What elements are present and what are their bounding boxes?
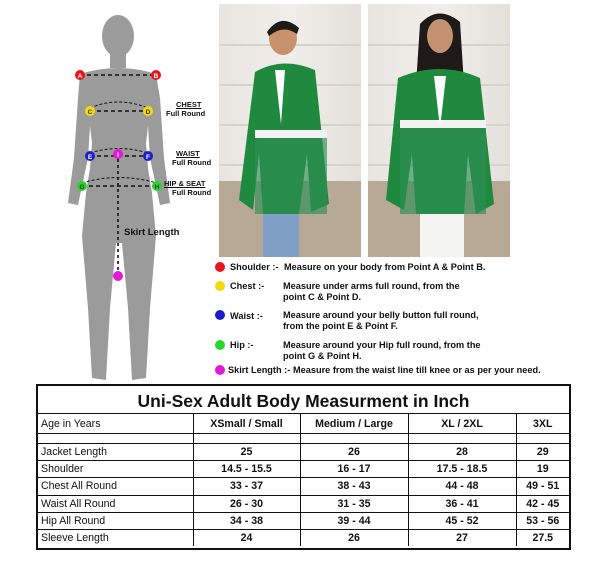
point-b-label: B: [153, 73, 159, 80]
chest-sub: Full Round: [166, 109, 206, 118]
cell: 26: [300, 529, 408, 546]
legend-label-hip: Hip :-: [230, 340, 254, 350]
cell: 19: [516, 461, 569, 478]
legend-text2-hip: point G & Point H.: [283, 351, 362, 361]
point-i-label: I: [117, 152, 119, 159]
waist-sub: Full Round: [172, 158, 212, 167]
point-f-label: F: [146, 154, 150, 161]
cell: 36 - 41: [408, 495, 516, 512]
row-label: Hip All Round: [38, 512, 193, 529]
size-chart-grid: [38, 414, 569, 546]
row-label: Sleeve Length: [38, 529, 193, 546]
cell: 42 - 45: [516, 495, 569, 512]
legend-dot-chest: [215, 281, 225, 291]
cell: 27.5: [516, 529, 569, 546]
point-h-label: H: [154, 184, 160, 191]
cell: 17.5 - 18.5: [408, 461, 516, 478]
row-label: Jacket Length: [38, 444, 193, 461]
cell: 14.5 - 15.5: [193, 461, 300, 478]
skirt-length-label: Skirt Length: [124, 227, 180, 238]
point-g-label: G: [79, 184, 85, 191]
cell: 24: [193, 529, 300, 546]
cell: 53 - 56: [516, 512, 569, 529]
cell: 27: [408, 529, 516, 546]
cell: 25: [193, 444, 300, 461]
human-silhouette: [68, 15, 170, 380]
legend-label-chest: Chest :-: [230, 281, 265, 291]
cell: 28: [408, 444, 516, 461]
table-row: [38, 444, 569, 461]
hip-label: [164, 179, 211, 197]
legend-label-skirt-length: Skirt Length :-: [228, 365, 291, 375]
legend-text-shoulder: Measure on your body from Point A & Point B.: [284, 262, 486, 272]
model-photo-woman: [368, 4, 510, 257]
legend-text2-waist: from the point E & Point F.: [283, 321, 398, 331]
point-c-label: C: [87, 109, 93, 116]
legend-text2-chest: point C & Point D.: [283, 292, 362, 302]
header-medium-large: Medium / Large: [300, 414, 408, 434]
legend-dot-skirt-length: [215, 365, 225, 375]
cell: 44 - 48: [408, 478, 516, 495]
hip-title: HIP & SEAT: [164, 179, 206, 188]
table-row: [38, 495, 569, 512]
row-label: Shoulder: [38, 461, 193, 478]
point-e-label: E: [87, 154, 93, 161]
header-xl-2xl: XL / 2XL: [408, 414, 516, 434]
cell: 38 - 43: [300, 478, 408, 495]
legend-text-chest: Measure under arms full round, from the: [283, 281, 460, 291]
waist-title: WAIST: [176, 149, 200, 158]
table-row: [38, 512, 569, 529]
boy-in-jacket-image: [219, 4, 361, 257]
legend-dot-shoulder: [215, 262, 225, 272]
row-label: Chest All Round: [38, 478, 193, 495]
cell: 26 - 30: [193, 495, 300, 512]
legend-text-skirt-length: Measure from the waist line till knee or as per your need.: [293, 365, 541, 375]
point-i-bottom: [113, 271, 123, 281]
legend-label-waist: Waist :-: [230, 311, 263, 321]
legend-text-hip: Measure around your Hip full round, from the: [283, 340, 481, 350]
cell: 16 - 17: [300, 461, 408, 478]
header-xsmall-small: XSmall / Small: [193, 414, 300, 434]
size-chart-table: [36, 384, 571, 550]
legend-dot-hip: [215, 340, 225, 350]
cell: 45 - 52: [408, 512, 516, 529]
cell: 34 - 38: [193, 512, 300, 529]
legend-label-shoulder: Shoulder :-: [230, 262, 279, 272]
table-row: [38, 478, 569, 495]
chest-title: CHEST: [176, 100, 202, 109]
waist-label: [172, 149, 212, 167]
table-row: [38, 529, 569, 546]
point-d-label: D: [145, 109, 151, 116]
header-age: Age in Years: [38, 414, 193, 434]
size-chart-title: Uni-Sex Adult Body Measurment in Inch: [38, 386, 569, 414]
legend-dot-waist: [215, 310, 225, 320]
table-header-row: [38, 414, 569, 434]
chest-label: [166, 100, 206, 118]
cell: 31 - 35: [300, 495, 408, 512]
table-row: [38, 461, 569, 478]
point-a-label: A: [77, 73, 83, 80]
cell: 26: [300, 444, 408, 461]
model-photo-boy: [219, 4, 361, 257]
row-label: Waist All Round: [38, 495, 193, 512]
cell: 49 - 51: [516, 478, 569, 495]
table-spacer-row: [38, 434, 569, 444]
woman-in-jacket-image: [368, 4, 510, 257]
body-measurement-figure: [60, 8, 210, 388]
cell: 33 - 37: [193, 478, 300, 495]
cell: 39 - 44: [300, 512, 408, 529]
legend-text-waist: Measure around your belly button full round,: [283, 310, 479, 320]
hip-sub: Full Round: [172, 188, 212, 197]
cell: 29: [516, 444, 569, 461]
header-3xl: 3XL: [516, 414, 569, 434]
